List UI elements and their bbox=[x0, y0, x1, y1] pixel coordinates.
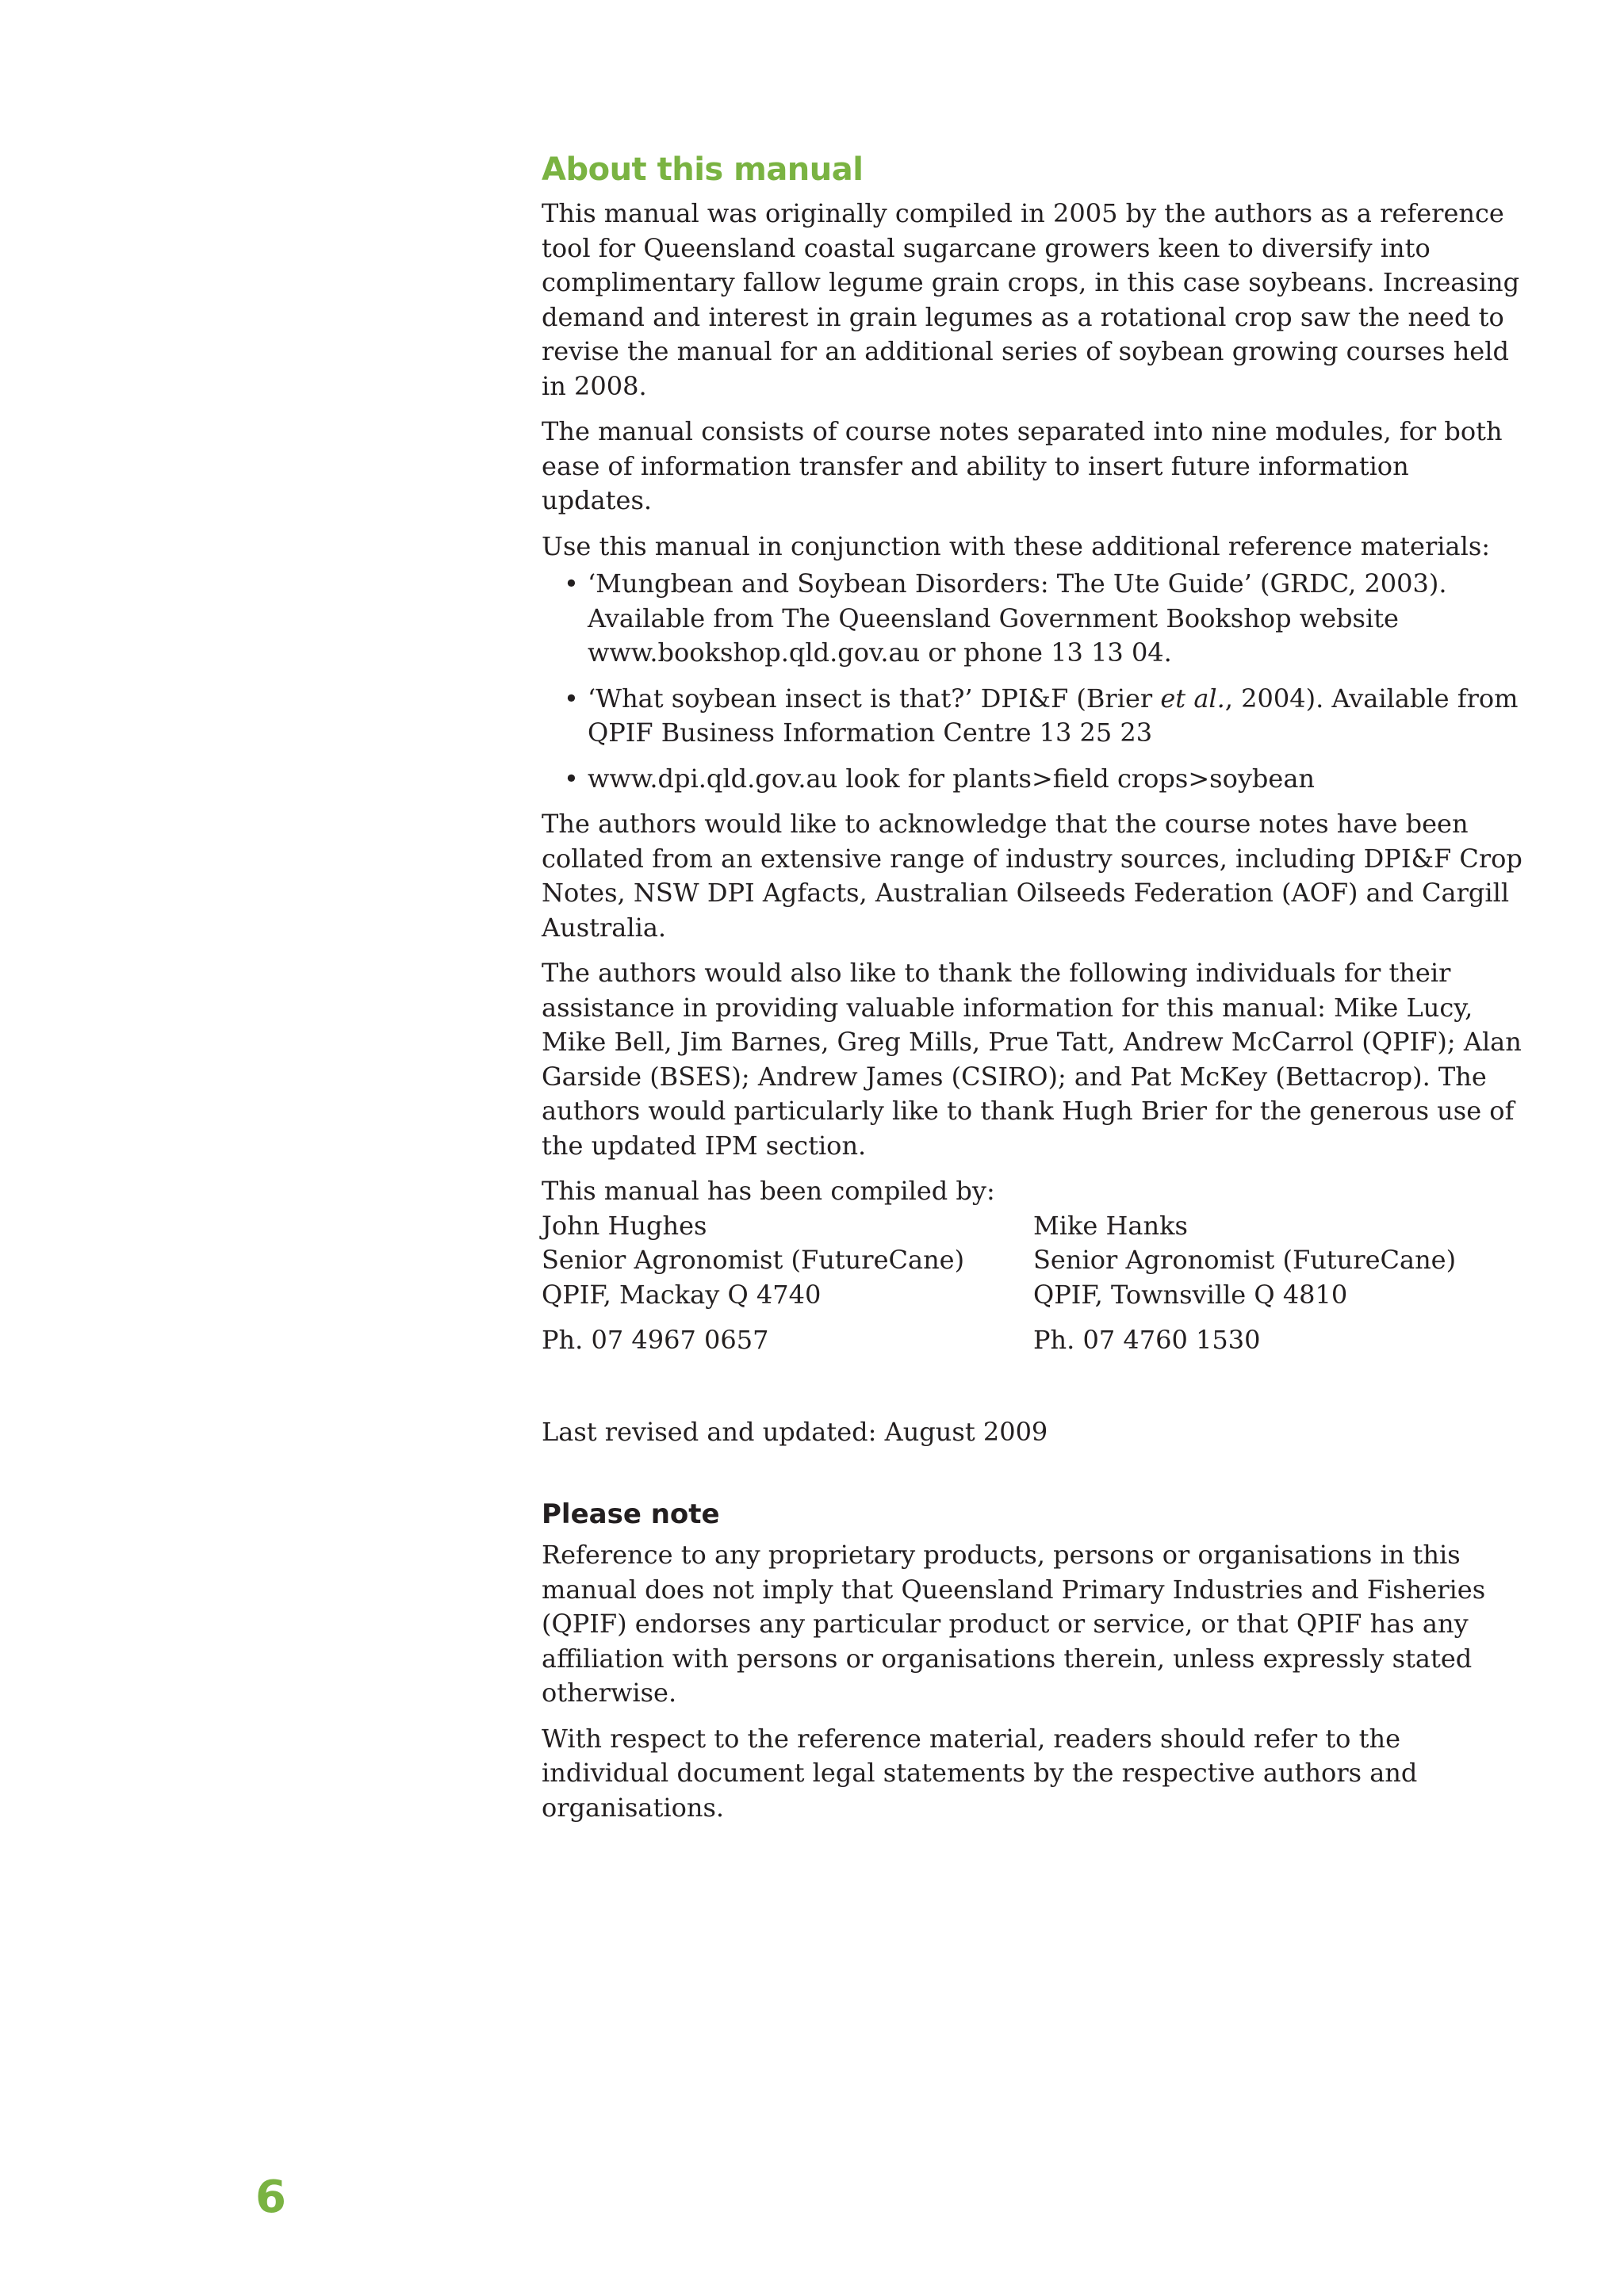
page-content bbox=[542, 147, 1525, 1836]
author-location: QPIF, Townsville Q 4810 bbox=[1033, 1279, 1348, 1310]
author-phone: Ph. 07 4967 0657 bbox=[542, 1325, 769, 1355]
bullet-icon: • bbox=[564, 683, 579, 714]
use-with-paragraph: Use this manual in conjunction with these additional reference materials: bbox=[542, 530, 1491, 561]
acknowledge-paragraph: The authors would like to acknowledge that the course notes have been collated from an extensive range of industry sources, including DPI&F Crop Notes, NSW DPI Agfacts, Australian Oilseeds Federation (AOF) and Cargill Australia. bbox=[542, 809, 1522, 943]
reference-italic-text: et al. bbox=[1160, 683, 1225, 714]
author-name: John Hughes bbox=[542, 1210, 707, 1241]
reference-item bbox=[542, 762, 1525, 797]
section-title: About this manual bbox=[542, 151, 864, 188]
reference-item bbox=[542, 682, 1525, 751]
page-number: 6 bbox=[255, 2172, 286, 2223]
bullet-icon: • bbox=[564, 763, 579, 794]
reference-text: ‘What soybean insect is that?’ DPI&F (Brier bbox=[588, 683, 1161, 714]
reference-list bbox=[542, 567, 1525, 796]
last-revised: Last revised and updated: August 2009 bbox=[542, 1416, 1048, 1447]
authors bbox=[542, 1209, 1525, 1358]
note-paragraph: Reference to any proprietary products, persons or organisations in this manual does not imply that Queensland Primary Industries and Fisheries (QPIF) endorses any particular product or service, or that QPIF has any affiliation with persons or organisations therein, unless expressly stated otherwise. bbox=[542, 1540, 1486, 1708]
author-phone: Ph. 07 4760 1530 bbox=[1033, 1325, 1261, 1355]
reference-text: ‘Mungbean and Soybean Disorders: The Ute Guide’ (GRDC, 2003). Available from The Queensland Government Bookshop website www.bookshop.qld.gov.au or phone 13 13 04. bbox=[588, 568, 1447, 668]
note-paragraph: With respect to the reference material, readers should refer to the individual document legal statements by the respective authors and organisations. bbox=[542, 1723, 1418, 1823]
note-title: Please note bbox=[542, 1498, 720, 1530]
reference-text: , 2004). Available from QPIF Business Information Centre 13 25 23 bbox=[588, 683, 1519, 748]
author-card bbox=[1033, 1209, 1525, 1358]
intro-paragraph: This manual was originally compiled in 2005 by the authors as a reference tool for Queensland coastal sugarcane growers keen to diversify into complimentary fallow legume grain crops, in this case soybeans. Increasing demand and interest in grain legumes as a rotational crop saw the need to revise the manual for an additional series of soybean growing courses held in 2008. bbox=[542, 198, 1520, 401]
author-location: QPIF, Mackay Q 4740 bbox=[542, 1279, 822, 1310]
thanks-paragraph: The authors would also like to thank the following individuals for their assistance in providing valuable information for this manual: Mike Lucy, Mike Bell, Jim Barnes, Greg Mills, Prue Tatt, Andrew McCarrol (QPIF); Alan Garside (BSES); Andrew James (CSIRO); and Pat McKey (Bettacrop). The authors would particularly like to thank Hugh Brier for the generous use of the updated IPM section. bbox=[542, 958, 1522, 1161]
bullet-icon: • bbox=[564, 568, 579, 599]
compiled-by-label: This manual has been compiled by: bbox=[542, 1176, 995, 1206]
author-title: Senior Agronomist (FutureCane) bbox=[1033, 1245, 1457, 1275]
author-title: Senior Agronomist (FutureCane) bbox=[542, 1245, 965, 1275]
reference-item bbox=[542, 567, 1525, 671]
author-card bbox=[542, 1209, 1033, 1358]
author-name: Mike Hanks bbox=[1033, 1210, 1188, 1241]
compiled-by-block bbox=[542, 1174, 1525, 1358]
modules-paragraph: The manual consists of course notes separated into nine modules, for both ease of information transfer and ability to insert future information updates. bbox=[542, 416, 1503, 515]
reference-text: www.dpi.qld.gov.au look for plants>field crops>soybean bbox=[588, 763, 1316, 794]
